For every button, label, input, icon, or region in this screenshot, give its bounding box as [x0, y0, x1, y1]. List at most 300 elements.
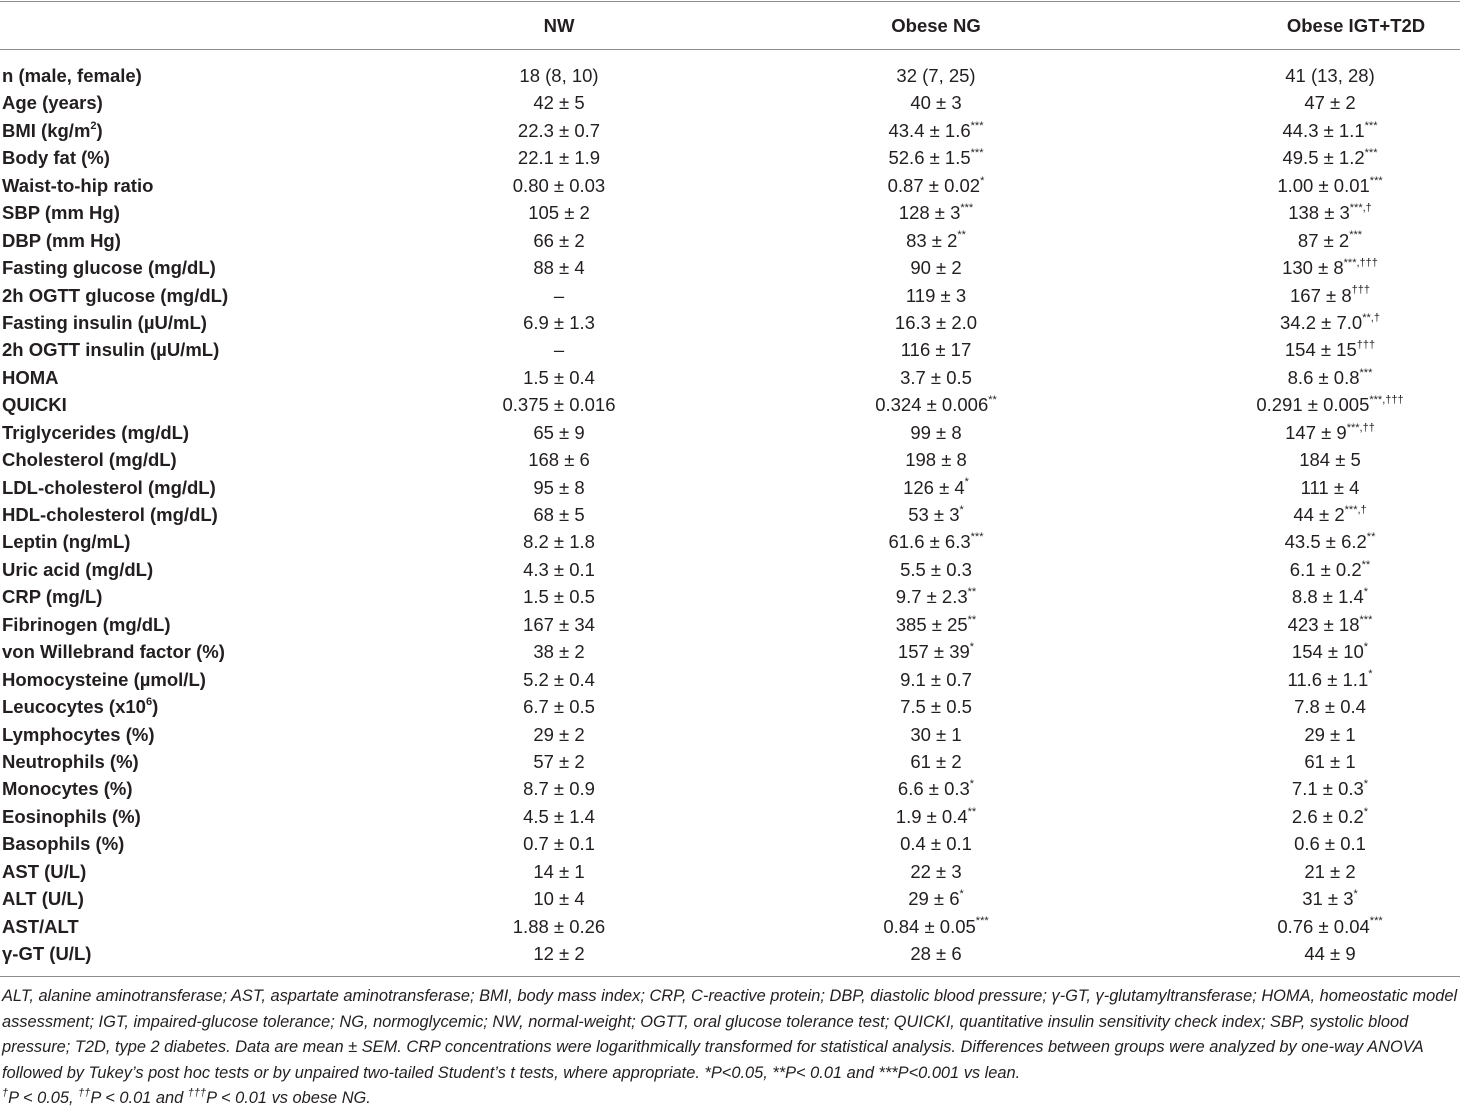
cell-obese-igt-t2d-value: 8.8 ± 1.4	[1291, 586, 1364, 608]
cell-obese-igt-t2d-value: 21 ± 2	[1304, 860, 1356, 882]
row-label-text: Eosinophils (%)	[2, 805, 141, 827]
cell-nw-value: 4.3 ± 0.1	[523, 558, 595, 580]
cell-obese-igt-t2d	[1200, 227, 1460, 254]
cell-obese-igt-t2d	[1200, 336, 1460, 363]
row-label-text: Leucocytes (x10	[2, 696, 146, 718]
cell-nw	[459, 282, 659, 309]
cell-nw-value: 12 ± 2	[533, 943, 585, 964]
cell-nw-value: 38 ± 2	[533, 641, 585, 663]
bottom-rule	[0, 976, 1460, 977]
table-footnote	[2, 984, 1458, 1112]
footnote-dagger-1: †	[2, 1086, 9, 1099]
footnote-dagger-2-text: P < 0.01 and	[90, 1089, 188, 1107]
cell-obese-igt-t2d-value: 49.5 ± 1.2	[1282, 147, 1365, 169]
cell-obese-igt-t2d-significance: *	[1363, 805, 1369, 818]
cell-obese-ng-significance: *	[969, 778, 975, 791]
cell-obese-ng-value: 0.84 ± 0.05	[883, 915, 976, 937]
cell-obese-igt-t2d-significance: ***	[1369, 915, 1383, 928]
row-label-text: Waist-to-hip ratio	[2, 174, 154, 196]
row-label	[2, 172, 153, 199]
cell-obese-ng-significance: ***	[975, 915, 989, 928]
cell-obese-igt-t2d	[1200, 940, 1460, 967]
cell-obese-igt-t2d-value: 0.291 ± 0.005	[1256, 394, 1370, 416]
cell-nw-value: 10 ± 4	[533, 888, 585, 910]
footnote-dagger-3-text: P < 0.01 vs obese NG.	[206, 1089, 371, 1107]
table-row	[0, 748, 1460, 775]
cell-obese-ng	[836, 748, 1036, 775]
cell-nw-value: 4.5 ± 1.4	[523, 805, 595, 827]
cell-obese-igt-t2d-significance: ***	[1364, 119, 1378, 132]
cell-obese-igt-t2d-significance: ***	[1369, 174, 1383, 187]
cell-obese-igt-t2d-value: 2.6 ± 0.2	[1291, 805, 1364, 827]
row-label-text: HOMA	[2, 366, 59, 388]
cell-obese-ng-significance: **	[957, 229, 966, 242]
cell-obese-ng-value: 43.4 ± 1.6	[888, 119, 971, 141]
cell-obese-igt-t2d	[1200, 748, 1460, 775]
cell-nw	[459, 638, 659, 665]
row-label	[2, 940, 91, 967]
cell-obese-ng-value: 385 ± 25	[895, 613, 968, 635]
row-label-text: Age (years)	[2, 92, 103, 114]
cell-obese-igt-t2d-significance: ***	[1359, 613, 1373, 626]
cell-nw	[459, 89, 659, 116]
cell-nw-value: 0.7 ± 0.1	[523, 833, 595, 855]
cell-obese-igt-t2d-value: 111 ± 4	[1300, 476, 1360, 498]
cell-obese-ng	[836, 885, 1036, 912]
cell-nw-value: 88 ± 4	[533, 257, 585, 279]
cell-obese-ng-significance: *	[959, 887, 964, 900]
cell-obese-igt-t2d-value: 0.76 ± 0.04	[1277, 915, 1370, 937]
cell-obese-igt-t2d-value: 154 ± 10	[1291, 641, 1364, 663]
cell-nw	[459, 803, 659, 830]
cell-obese-igt-t2d-significance: *	[1363, 778, 1369, 791]
cell-obese-ng-significance: ***	[970, 119, 984, 132]
row-label	[2, 611, 171, 638]
cell-obese-ng	[836, 364, 1036, 391]
cell-obese-igt-t2d-significance: ***,†	[1349, 202, 1372, 215]
cell-obese-ng	[836, 858, 1036, 885]
cell-obese-igt-t2d-value: 130 ± 8	[1282, 257, 1344, 279]
table-row	[0, 144, 1460, 171]
cell-obese-ng-significance: **	[967, 586, 977, 599]
cell-obese-ng	[836, 172, 1036, 199]
row-label	[2, 803, 141, 830]
row-label	[2, 117, 103, 144]
cell-nw	[459, 364, 659, 391]
cell-nw	[459, 446, 659, 473]
cell-obese-igt-t2d	[1200, 199, 1460, 226]
cell-obese-ng-value: 22 ± 3	[910, 860, 962, 882]
cell-obese-igt-t2d-significance: **	[1361, 558, 1371, 571]
cell-obese-igt-t2d	[1200, 721, 1460, 748]
cell-nw-value: 66 ± 2	[533, 229, 585, 251]
cell-obese-ng-value: 128 ± 3	[898, 202, 961, 224]
cell-obese-ng	[836, 775, 1036, 802]
cell-obese-ng-value: 53 ± 3	[908, 504, 960, 525]
cell-nw	[459, 721, 659, 748]
cell-obese-igt-t2d-value: 0.6 ± 0.1	[1294, 833, 1366, 855]
row-label	[2, 666, 206, 693]
cell-nw-value: 42 ± 5	[533, 92, 585, 114]
cell-obese-ng-value: 7.5 ± 0.5	[900, 696, 972, 718]
cell-nw-value: 65 ± 9	[533, 421, 585, 443]
row-label	[2, 885, 84, 912]
footnote-text: ALT, alanine aminotransferase; AST, aspartate aminotransferase; BMI, body mass index; CRP, C-reactive protein; DBP, diastolic blood pressure; γ-GT, γ-glutamyltransferase; HOMA, homeostatic model assessment; IGT, impaired-glucose tolerance; NG, normoglycemic; NW, normal-weight; OGTT, oral glucose tolerance test; QUICKI, quantitative insulin sensitivity check index; SBP, systolic blood pressure; T2D, type 2 diabetes. Data are mean ± SEM. CRP concentrations were logarithmically transformed for statistical analysis. Differences between groups were analyzed by one-way ANOVA followed by Tukey’s post hoc tests or by unpaired two-tailed Student’s t tests, where appropriate. *P<0.05, **P< 0.01 and ***P<0.001 vs lean.	[2, 987, 1458, 1082]
cell-obese-igt-t2d-value: 7.8 ± 0.4	[1294, 696, 1366, 718]
cell-obese-ng-significance: *	[964, 476, 969, 489]
row-label	[2, 419, 189, 446]
cell-obese-igt-t2d-value: 44 ± 9	[1304, 943, 1356, 964]
row-label	[2, 556, 153, 583]
row-label-text: Neutrophils (%)	[2, 750, 139, 772]
cell-nw-value: 1.5 ± 0.5	[523, 586, 595, 608]
row-label-text: Triglycerides (mg/dL)	[2, 421, 190, 443]
cell-obese-ng	[836, 583, 1036, 610]
cell-obese-igt-t2d	[1200, 172, 1460, 199]
table-row	[0, 528, 1460, 555]
cell-obese-igt-t2d	[1200, 583, 1460, 610]
cell-obese-igt-t2d-significance: **,†	[1362, 311, 1380, 324]
cell-obese-ng	[836, 419, 1036, 446]
cell-obese-ng-value: 30 ± 1	[910, 723, 962, 745]
row-label-text: SBP (mm Hg)	[2, 202, 120, 224]
row-label	[2, 446, 177, 473]
row-label	[2, 638, 225, 665]
row-label	[2, 227, 121, 254]
table-row	[0, 364, 1460, 391]
cell-nw	[459, 309, 659, 336]
cell-obese-ng	[836, 282, 1036, 309]
column-header-nw: NW	[543, 15, 575, 36]
cell-obese-igt-t2d	[1200, 62, 1460, 89]
row-label	[2, 336, 219, 363]
cell-obese-igt-t2d	[1200, 528, 1460, 555]
row-label	[2, 721, 154, 748]
row-label-text: n (male, female)	[2, 65, 142, 86]
cell-nw	[459, 885, 659, 912]
cell-obese-ng-value: 116 ± 17	[900, 339, 972, 361]
row-label-text: Homocysteine (µmol/L)	[2, 668, 206, 690]
cell-nw	[459, 693, 659, 720]
footnote-dagger-3: †††	[187, 1086, 207, 1099]
cell-nw	[459, 62, 659, 89]
cell-obese-ng	[836, 227, 1036, 254]
table-row	[0, 446, 1460, 473]
cell-obese-igt-t2d	[1200, 117, 1460, 144]
table-row	[0, 89, 1460, 116]
cell-nw	[459, 940, 659, 967]
cell-obese-igt-t2d-value: 61 ± 1	[1304, 750, 1356, 772]
table-row	[0, 254, 1460, 281]
cell-nw-value: 168 ± 6	[528, 449, 590, 471]
row-label-superscript: 6	[145, 695, 153, 708]
row-label-text: Monocytes (%)	[2, 778, 133, 800]
cell-obese-ng	[836, 803, 1036, 830]
cell-obese-igt-t2d	[1200, 556, 1460, 583]
cell-obese-igt-t2d	[1200, 693, 1460, 720]
cell-obese-ng-significance: *	[980, 174, 985, 187]
table-row	[0, 885, 1460, 912]
cell-nw-value: 29 ± 2	[533, 723, 585, 745]
row-label-text: Body fat (%)	[2, 147, 110, 169]
cell-obese-igt-t2d	[1200, 885, 1460, 912]
cell-obese-igt-t2d-value: 184 ± 5	[1299, 449, 1361, 471]
cell-obese-ng-value: 61.6 ± 6.3	[888, 531, 971, 553]
table-row	[0, 309, 1460, 336]
row-label-text: HDL-cholesterol (mg/dL)	[2, 504, 218, 525]
row-label	[2, 693, 158, 720]
cell-nw	[459, 227, 659, 254]
cell-obese-igt-t2d-significance: ***,††	[1346, 421, 1375, 434]
row-label-text: 2h OGTT insulin (µU/mL)	[2, 339, 220, 361]
cell-obese-igt-t2d-value: 34.2 ± 7.0	[1280, 311, 1363, 333]
cell-nw-value: 22.1 ± 1.9	[517, 147, 601, 169]
table-row	[0, 721, 1460, 748]
row-label-suffix: )	[96, 119, 103, 141]
row-label-text: Basophils (%)	[2, 833, 125, 855]
cell-nw-value: 0.375 ± 0.016	[502, 394, 616, 416]
cell-obese-igt-t2d-value: 7.1 ± 0.3	[1291, 778, 1364, 800]
cell-obese-ng-value: 28 ± 6	[910, 943, 962, 964]
row-label	[2, 583, 102, 610]
cell-obese-igt-t2d	[1200, 858, 1460, 885]
cell-nw-value: 18 (8, 10)	[519, 65, 599, 86]
cell-nw	[459, 666, 659, 693]
cell-obese-igt-t2d-value: 87 ± 2	[1297, 229, 1350, 251]
table-body	[0, 62, 1460, 967]
cell-nw	[459, 117, 659, 144]
cell-obese-igt-t2d	[1200, 775, 1460, 802]
row-label	[2, 364, 59, 391]
cell-nw-value: 8.2 ± 1.8	[523, 531, 595, 553]
header-rule	[0, 49, 1460, 50]
cell-obese-igt-t2d-value: 41 (13, 28)	[1285, 65, 1375, 86]
cell-nw	[459, 528, 659, 555]
table-row	[0, 666, 1460, 693]
cell-nw-value: 0.80 ± 0.03	[512, 174, 606, 196]
cell-obese-igt-t2d	[1200, 309, 1460, 336]
row-label-text: Fibrinogen (mg/dL)	[2, 613, 171, 635]
cell-obese-ng	[836, 556, 1036, 583]
cell-obese-ng	[836, 391, 1036, 418]
table-row	[0, 419, 1460, 446]
cell-nw	[459, 172, 659, 199]
table-row	[0, 62, 1460, 89]
row-label	[2, 282, 228, 309]
row-label-suffix: )	[152, 696, 159, 718]
cell-obese-ng	[836, 913, 1036, 940]
cell-nw	[459, 419, 659, 446]
cell-obese-igt-t2d-value: 44.3 ± 1.1	[1282, 119, 1365, 141]
cell-obese-igt-t2d	[1200, 913, 1460, 940]
cell-obese-ng-significance: ***	[960, 202, 974, 215]
column-header-obese-igt-t2d: Obese IGT+T2D	[1286, 15, 1426, 36]
cell-nw	[459, 474, 659, 501]
cell-obese-ng-value: 0.324 ± 0.006	[875, 394, 989, 416]
cell-obese-igt-t2d-significance: ***,†††	[1343, 256, 1378, 269]
cell-obese-ng-value: 126 ± 4	[903, 476, 965, 498]
cell-nw-value: 8.7 ± 0.9	[523, 778, 595, 800]
cell-obese-igt-t2d-value: 6.1 ± 0.2	[1289, 558, 1362, 580]
cell-obese-ng-value: 6.6 ± 0.3	[897, 778, 970, 800]
cell-nw-value: 14 ± 1	[533, 860, 585, 882]
cell-obese-igt-t2d-value: 31 ± 3	[1302, 888, 1354, 910]
cell-obese-ng	[836, 611, 1036, 638]
row-label	[2, 89, 103, 116]
row-label-text: γ-GT (U/L)	[2, 943, 92, 964]
row-label	[2, 62, 142, 89]
row-label	[2, 144, 110, 171]
cell-obese-ng	[836, 336, 1036, 363]
cell-obese-ng	[836, 528, 1036, 555]
cell-obese-igt-t2d-significance: *	[1363, 641, 1369, 654]
cell-nw-value: 6.7 ± 0.5	[523, 696, 595, 718]
cell-obese-igt-t2d	[1200, 144, 1460, 171]
cell-obese-ng-value: 9.1 ± 0.7	[900, 668, 972, 690]
cell-obese-ng-value: 16.3 ± 2.0	[894, 311, 978, 333]
table-row	[0, 775, 1460, 802]
cell-obese-ng-value: 61 ± 2	[910, 750, 962, 772]
table-row	[0, 199, 1460, 226]
table-row	[0, 391, 1460, 418]
cell-obese-igt-t2d-significance: ***	[1349, 229, 1363, 242]
cell-nw	[459, 858, 659, 885]
footnote-dagger-1-text: P < 0.05,	[8, 1089, 79, 1107]
table-row	[0, 172, 1460, 199]
cell-obese-igt-t2d-significance: †††	[1356, 339, 1376, 352]
row-label-text: BMI (kg/m	[2, 119, 91, 141]
cell-obese-ng-value: 0.4 ± 0.1	[900, 833, 972, 855]
row-label	[2, 309, 207, 336]
cell-obese-igt-t2d	[1200, 611, 1460, 638]
cell-obese-igt-t2d-value: 154 ± 15	[1284, 339, 1357, 361]
cell-obese-ng-value: 32 (7, 25)	[896, 65, 976, 86]
cell-obese-igt-t2d-significance: ***,†††	[1369, 394, 1404, 407]
cell-obese-ng-value: 83 ± 2	[906, 229, 958, 251]
cell-obese-igt-t2d	[1200, 419, 1460, 446]
cell-obese-ng-value: 1.9 ± 0.4	[895, 805, 968, 827]
cell-obese-ng	[836, 638, 1036, 665]
cell-nw-value: 22.3 ± 0.7	[517, 119, 601, 141]
cell-obese-ng-significance: **	[967, 805, 977, 818]
row-label-text: von Willebrand factor (%)	[2, 641, 225, 663]
cell-nw-value: 95 ± 8	[533, 476, 585, 498]
row-label-text: Fasting insulin (µU/mL)	[2, 311, 207, 333]
table-row	[0, 227, 1460, 254]
cell-obese-ng-value: 0.87 ± 0.02	[887, 174, 981, 196]
table-row	[0, 501, 1460, 528]
cell-obese-igt-t2d-value: 47 ± 2	[1304, 92, 1356, 114]
table-row	[0, 858, 1460, 885]
cell-obese-igt-t2d	[1200, 282, 1460, 309]
cell-obese-igt-t2d-significance: *	[1353, 887, 1358, 900]
cell-obese-ng-value: 157 ± 39	[897, 641, 970, 663]
row-label	[2, 528, 130, 555]
cell-obese-igt-t2d	[1200, 391, 1460, 418]
cell-obese-igt-t2d-value: 147 ± 9	[1285, 421, 1347, 443]
cell-obese-ng	[836, 309, 1036, 336]
cell-obese-ng-value: 198 ± 8	[905, 449, 967, 471]
row-label-text: Lymphocytes (%)	[2, 723, 155, 745]
table-row	[0, 117, 1460, 144]
row-label	[2, 913, 79, 940]
cell-nw	[459, 336, 659, 363]
cell-obese-ng	[836, 254, 1036, 281]
row-label-text: ALT (U/L)	[2, 888, 84, 910]
cell-obese-ng	[836, 62, 1036, 89]
row-label	[2, 391, 67, 418]
cell-obese-igt-t2d-significance: ***	[1364, 147, 1378, 160]
table-row	[0, 336, 1460, 363]
row-label-text: Fasting glucose (mg/dL)	[2, 257, 216, 279]
cell-obese-igt-t2d	[1200, 89, 1460, 116]
cell-obese-ng	[836, 501, 1036, 528]
cell-obese-ng-value: 119 ± 3	[905, 284, 967, 306]
table-row	[0, 282, 1460, 309]
row-label-text: Leptin (ng/mL)	[2, 531, 131, 553]
cell-obese-igt-t2d-value: 167 ± 8	[1290, 284, 1352, 306]
cell-nw-value: 6.9 ± 1.3	[523, 311, 595, 333]
cell-obese-igt-t2d	[1200, 446, 1460, 473]
cell-obese-igt-t2d-significance: †††	[1351, 284, 1370, 297]
cell-obese-ng-value: 3.7 ± 0.5	[900, 366, 972, 388]
cell-nw	[459, 748, 659, 775]
cell-obese-igt-t2d	[1200, 474, 1460, 501]
row-label	[2, 199, 120, 226]
cell-nw	[459, 556, 659, 583]
cell-obese-ng	[836, 199, 1036, 226]
row-label-text: LDL-cholesterol (mg/dL)	[2, 476, 216, 498]
table-row	[0, 583, 1460, 610]
cell-obese-igt-t2d-value: 8.6 ± 0.8	[1287, 366, 1360, 388]
cell-obese-ng	[836, 830, 1036, 857]
cell-nw	[459, 391, 659, 418]
cell-nw	[459, 501, 659, 528]
cell-obese-igt-t2d	[1200, 666, 1460, 693]
table-row	[0, 611, 1460, 638]
cell-obese-igt-t2d-value: 44 ± 2	[1293, 504, 1345, 525]
cell-obese-igt-t2d	[1200, 254, 1460, 281]
cell-nw-value: –	[553, 339, 565, 361]
cell-obese-igt-t2d-value: 138 ± 3	[1288, 202, 1350, 224]
row-label	[2, 254, 216, 281]
cell-obese-ng	[836, 117, 1036, 144]
row-label	[2, 748, 139, 775]
row-label-text: DBP (mm Hg)	[2, 229, 121, 251]
row-label-text: CRP (mg/L)	[2, 586, 103, 608]
cell-obese-igt-t2d-value: 1.00 ± 0.01	[1277, 174, 1370, 196]
cell-obese-igt-t2d-significance: *	[1368, 668, 1373, 681]
cell-obese-ng	[836, 940, 1036, 967]
cell-nw-value: 167 ± 34	[523, 613, 595, 635]
cell-obese-igt-t2d-value: 423 ± 18	[1287, 613, 1360, 635]
cell-nw-value: –	[553, 284, 565, 306]
top-rule	[0, 1, 1460, 2]
row-label-text: 2h OGTT glucose (mg/dL)	[2, 284, 229, 306]
cell-nw-value: 1.5 ± 0.4	[523, 366, 595, 388]
cell-obese-igt-t2d	[1200, 803, 1460, 830]
table-row	[0, 693, 1460, 720]
cell-obese-ng	[836, 474, 1036, 501]
cell-obese-ng	[836, 144, 1036, 171]
table-row	[0, 803, 1460, 830]
table-row	[0, 474, 1460, 501]
row-label-text: AST (U/L)	[2, 860, 87, 882]
cell-obese-ng	[836, 89, 1036, 116]
row-label-text: Uric acid (mg/dL)	[2, 558, 154, 580]
cell-nw	[459, 144, 659, 171]
cell-obese-igt-t2d-value: 43.5 ± 6.2	[1284, 531, 1367, 553]
